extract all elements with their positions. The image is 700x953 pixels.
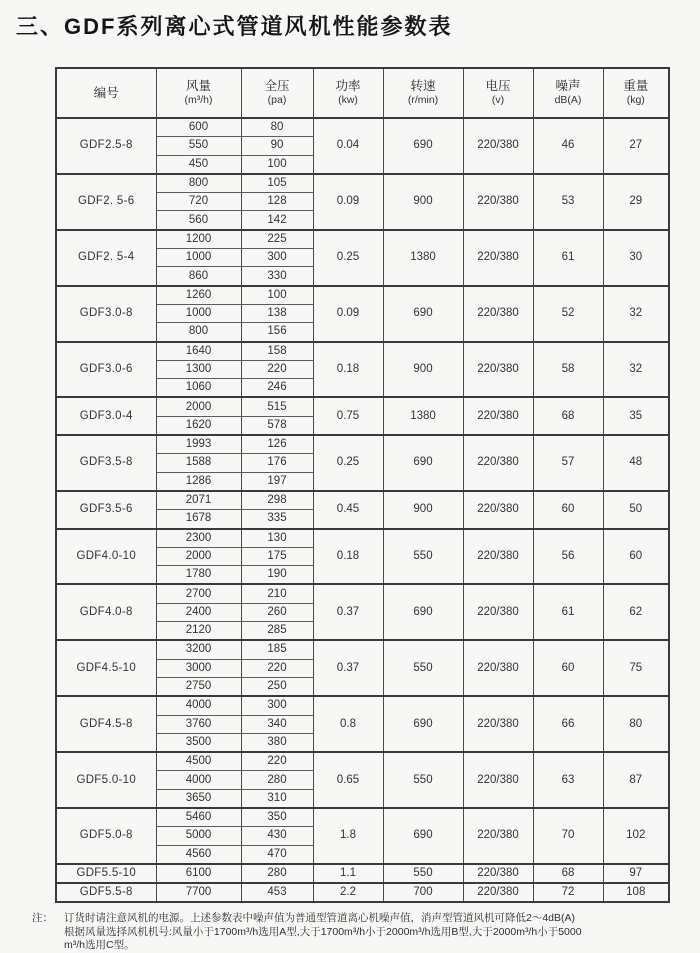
weight-cell: 97 (603, 864, 669, 883)
power-cell: 0.37 (313, 640, 383, 696)
pressure-cell: 470 (241, 845, 313, 864)
pressure-cell: 453 (241, 883, 313, 902)
speed-cell: 690 (383, 696, 463, 752)
model-section (56, 529, 669, 585)
flow-cell: 7700 (156, 883, 241, 902)
flow-cell: 3200 (156, 640, 241, 659)
speed-cell: 900 (383, 342, 463, 398)
col-header-weight (603, 68, 669, 118)
power-cell: 0.18 (313, 342, 383, 398)
pressure-cell: 220 (241, 659, 313, 677)
flow-cell: 1260 (156, 286, 241, 305)
flow-cell: 5460 (156, 808, 241, 827)
model-section (56, 118, 669, 174)
speed-cell: 690 (383, 584, 463, 640)
col-header-unit: (kg) (626, 94, 645, 106)
model-cell: GDF4.5-8 (56, 696, 156, 752)
pressure-cell: 126 (241, 435, 313, 454)
pressure-cell: 280 (241, 771, 313, 789)
noise-cell: 57 (533, 435, 603, 491)
flow-cell: 3500 (156, 733, 241, 752)
table-row (56, 230, 669, 249)
col-header-label: 噪声 (555, 79, 581, 93)
footnote (32, 912, 680, 953)
power-cell: 0.65 (313, 752, 383, 808)
col-header-pressure (241, 68, 313, 118)
flow-cell: 3000 (156, 659, 241, 677)
power-cell: 0.75 (313, 397, 383, 435)
pressure-cell: 185 (241, 640, 313, 659)
table-row (56, 435, 669, 454)
model-cell: GDF4.0-10 (56, 529, 156, 585)
pressure-cell: 260 (241, 603, 313, 621)
pressure-cell: 128 (241, 193, 313, 211)
flow-cell: 1300 (156, 360, 241, 378)
header-row (56, 68, 669, 118)
noise-cell: 46 (533, 118, 603, 174)
pressure-cell: 380 (241, 733, 313, 752)
model-cell: GDF5.5-10 (56, 864, 156, 883)
table-row (56, 808, 669, 827)
pressure-cell: 285 (241, 622, 313, 641)
pressure-cell: 515 (241, 397, 313, 416)
model-cell: GDF3.0-8 (56, 286, 156, 342)
voltage-cell: 220/380 (463, 342, 533, 398)
model-cell: GDF2. 5-6 (56, 174, 156, 230)
table-row (56, 864, 669, 883)
flow-cell: 2700 (156, 584, 241, 603)
model-section (56, 864, 669, 883)
model-section (56, 640, 669, 696)
pressure-cell: 310 (241, 789, 313, 808)
model-cell: GDF4.5-10 (56, 640, 156, 696)
speed-cell: 550 (383, 864, 463, 883)
flow-cell: 6100 (156, 864, 241, 883)
noise-cell: 61 (533, 230, 603, 286)
voltage-cell: 220/380 (463, 397, 533, 435)
voltage-cell: 220/380 (463, 808, 533, 864)
flow-cell: 800 (156, 323, 241, 342)
pressure-cell: 158 (241, 342, 313, 361)
speed-cell: 900 (383, 174, 463, 230)
table-row (56, 640, 669, 659)
voltage-cell: 220/380 (463, 864, 533, 883)
col-header-unit: (pa) (267, 94, 287, 106)
table-row (56, 118, 669, 137)
weight-cell: 50 (603, 491, 669, 529)
voltage-cell: 220/380 (463, 491, 533, 529)
pressure-cell: 190 (241, 566, 313, 585)
flow-cell: 2000 (156, 547, 241, 565)
model-section (56, 342, 669, 398)
pressure-cell: 300 (241, 249, 313, 267)
col-header-flow (156, 68, 241, 118)
table-row (56, 529, 669, 548)
noise-cell: 61 (533, 584, 603, 640)
pressure-cell: 138 (241, 304, 313, 322)
pressure-cell: 246 (241, 379, 313, 398)
table-row (56, 883, 669, 902)
col-header-label: 编号 (93, 85, 119, 100)
pressure-cell: 130 (241, 529, 313, 548)
speed-cell: 690 (383, 808, 463, 864)
speed-cell: 550 (383, 640, 463, 696)
pressure-cell: 100 (241, 286, 313, 305)
flow-cell: 4500 (156, 752, 241, 771)
flow-cell: 550 (156, 137, 241, 155)
pressure-cell: 430 (241, 827, 313, 845)
voltage-cell: 220/380 (463, 230, 533, 286)
weight-cell: 60 (603, 529, 669, 585)
flow-cell: 1060 (156, 379, 241, 398)
pressure-cell: 80 (241, 118, 313, 137)
power-cell: 0.04 (313, 118, 383, 174)
speed-cell: 550 (383, 529, 463, 585)
flow-cell: 1286 (156, 472, 241, 491)
footnote-label: 注： (32, 912, 53, 925)
model-section (56, 435, 669, 491)
power-cell: 0.09 (313, 286, 383, 342)
power-cell: 0.37 (313, 584, 383, 640)
model-cell: GDF5.0-8 (56, 808, 156, 864)
table-row (56, 286, 669, 305)
pressure-cell: 335 (241, 510, 313, 529)
pressure-cell: 142 (241, 211, 313, 230)
power-cell: 0.09 (313, 174, 383, 230)
flow-cell: 450 (156, 155, 241, 174)
flow-cell: 860 (156, 267, 241, 286)
voltage-cell: 220/380 (463, 640, 533, 696)
weight-cell: 62 (603, 584, 669, 640)
pressure-cell: 220 (241, 752, 313, 771)
model-cell: GDF2. 5-4 (56, 230, 156, 286)
pressure-cell: 210 (241, 584, 313, 603)
col-header-noise (533, 68, 603, 118)
footnote-body (64, 912, 680, 953)
weight-cell: 32 (603, 342, 669, 398)
pressure-cell: 280 (241, 864, 313, 883)
model-section (56, 808, 669, 864)
fan-spec-table (55, 67, 670, 903)
table-row (56, 342, 669, 361)
voltage-cell: 220/380 (463, 435, 533, 491)
model-section (56, 584, 669, 640)
pressure-cell: 298 (241, 491, 313, 510)
model-section (56, 491, 669, 529)
col-header-label: 功率 (335, 79, 361, 93)
flow-cell: 3760 (156, 715, 241, 733)
pressure-cell: 105 (241, 174, 313, 193)
speed-cell: 550 (383, 752, 463, 808)
voltage-cell: 220/380 (463, 696, 533, 752)
col-header-unit: (r/min) (407, 94, 439, 106)
flow-cell: 1993 (156, 435, 241, 454)
speed-cell: 700 (383, 883, 463, 902)
speed-cell: 690 (383, 286, 463, 342)
flow-cell: 4000 (156, 696, 241, 715)
pressure-cell: 175 (241, 547, 313, 565)
voltage-cell: 220/380 (463, 883, 533, 902)
noise-cell: 56 (533, 529, 603, 585)
speed-cell: 1380 (383, 397, 463, 435)
col-header-label: 风量 (185, 79, 211, 93)
col-header-power (313, 68, 383, 118)
flow-cell: 3650 (156, 789, 241, 808)
model-cell: GDF2.5-8 (56, 118, 156, 174)
table-row (56, 174, 669, 193)
pressure-cell: 330 (241, 267, 313, 286)
noise-cell: 52 (533, 286, 603, 342)
col-header-label: 全压 (264, 79, 290, 93)
voltage-cell: 220/380 (463, 752, 533, 808)
flow-cell: 2120 (156, 622, 241, 641)
pressure-cell: 225 (241, 230, 313, 249)
col-header-label: 重量 (623, 79, 649, 93)
flow-cell: 600 (156, 118, 241, 137)
weight-cell: 27 (603, 118, 669, 174)
flow-cell: 4000 (156, 771, 241, 789)
model-cell: GDF3.0-4 (56, 397, 156, 435)
table-row (56, 584, 669, 603)
power-cell: 0.25 (313, 435, 383, 491)
model-cell: GDF3.5-8 (56, 435, 156, 491)
voltage-cell: 220/380 (463, 174, 533, 230)
power-cell: 0.25 (313, 230, 383, 286)
flow-cell: 800 (156, 174, 241, 193)
pressure-cell: 156 (241, 323, 313, 342)
col-header-label: 转速 (410, 79, 436, 93)
weight-cell: 32 (603, 286, 669, 342)
table-row (56, 696, 669, 715)
voltage-cell: 220/380 (463, 529, 533, 585)
col-header-unit: dB(A) (554, 94, 582, 106)
weight-cell: 108 (603, 883, 669, 902)
model-section (56, 696, 669, 752)
noise-cell: 68 (533, 397, 603, 435)
weight-cell: 30 (603, 230, 669, 286)
speed-cell: 690 (383, 118, 463, 174)
weight-cell: 48 (603, 435, 669, 491)
flow-cell: 2300 (156, 529, 241, 548)
weight-cell: 29 (603, 174, 669, 230)
table-header (56, 68, 669, 118)
noise-cell: 68 (533, 864, 603, 883)
flow-cell: 1000 (156, 304, 241, 322)
col-header-label: 电压 (485, 79, 511, 93)
model-section (56, 883, 669, 902)
pressure-cell: 197 (241, 472, 313, 491)
flow-cell: 1588 (156, 454, 241, 472)
flow-cell: 1620 (156, 416, 241, 435)
power-cell: 1.8 (313, 808, 383, 864)
speed-cell: 1380 (383, 230, 463, 286)
model-cell: GDF4.0-8 (56, 584, 156, 640)
col-header-unit: (kw) (338, 94, 358, 106)
model-section (56, 752, 669, 808)
table-row (56, 752, 669, 771)
power-cell: 0.45 (313, 491, 383, 529)
footnote-line: m³/h选用C型。 (64, 939, 135, 952)
col-header-voltage (463, 68, 533, 118)
flow-cell: 1780 (156, 566, 241, 585)
pressure-cell: 578 (241, 416, 313, 435)
col-header-speed (383, 68, 463, 118)
noise-cell: 53 (533, 174, 603, 230)
page-title: 三、GDF系列离心式管道风机性能参数表 (16, 14, 453, 39)
pressure-cell: 340 (241, 715, 313, 733)
flow-cell: 2750 (156, 677, 241, 696)
pressure-cell: 220 (241, 360, 313, 378)
flow-cell: 5000 (156, 827, 241, 845)
power-cell: 2.2 (313, 883, 383, 902)
weight-cell: 80 (603, 696, 669, 752)
speed-cell: 900 (383, 491, 463, 529)
noise-cell: 58 (533, 342, 603, 398)
col-header-model (56, 68, 156, 118)
flow-cell: 1000 (156, 249, 241, 267)
pressure-cell: 90 (241, 137, 313, 155)
model-cell: GDF5.0-10 (56, 752, 156, 808)
model-section (56, 397, 669, 435)
model-section (56, 286, 669, 342)
weight-cell: 102 (603, 808, 669, 864)
voltage-cell: 220/380 (463, 118, 533, 174)
flow-cell: 2400 (156, 603, 241, 621)
weight-cell: 87 (603, 752, 669, 808)
weight-cell: 75 (603, 640, 669, 696)
speed-cell: 690 (383, 435, 463, 491)
power-cell: 1.1 (313, 864, 383, 883)
pressure-cell: 300 (241, 696, 313, 715)
noise-cell: 60 (533, 491, 603, 529)
table-row (56, 397, 669, 416)
voltage-cell: 220/380 (463, 584, 533, 640)
model-section (56, 230, 669, 286)
model-cell: GDF3.0-6 (56, 342, 156, 398)
footnote-line: 订货时请注意风机的电源。上述参数表中噪声值为普通型管道离心机噪声值，消声型管道风机可降低2～4dB(A) (64, 912, 576, 925)
model-cell: GDF3.5-6 (56, 491, 156, 529)
pressure-cell: 350 (241, 808, 313, 827)
pressure-cell: 100 (241, 155, 313, 174)
power-cell: 0.18 (313, 529, 383, 585)
voltage-cell: 220/380 (463, 286, 533, 342)
weight-cell: 35 (603, 397, 669, 435)
flow-cell: 720 (156, 193, 241, 211)
model-section (56, 174, 669, 230)
table-row (56, 491, 669, 510)
noise-cell: 66 (533, 696, 603, 752)
footnote-line: 根据风量选择风机机号:风量小于1700m³/h选用A型,大于1700m³/h小于2000m³/h选用B型,大于2000m³/h小于5000 (64, 925, 582, 938)
flow-cell: 1200 (156, 230, 241, 249)
noise-cell: 60 (533, 640, 603, 696)
flow-cell: 4560 (156, 845, 241, 864)
col-header-unit: (v) (491, 94, 505, 106)
flow-cell: 2071 (156, 491, 241, 510)
flow-cell: 1640 (156, 342, 241, 361)
col-header-unit: (m³/h) (184, 94, 213, 106)
flow-cell: 2000 (156, 397, 241, 416)
noise-cell: 70 (533, 808, 603, 864)
flow-cell: 560 (156, 211, 241, 230)
pressure-cell: 176 (241, 454, 313, 472)
flow-cell: 1678 (156, 510, 241, 529)
model-cell: GDF5.5-8 (56, 883, 156, 902)
power-cell: 0.8 (313, 696, 383, 752)
noise-cell: 63 (533, 752, 603, 808)
pressure-cell: 250 (241, 677, 313, 696)
noise-cell: 72 (533, 883, 603, 902)
